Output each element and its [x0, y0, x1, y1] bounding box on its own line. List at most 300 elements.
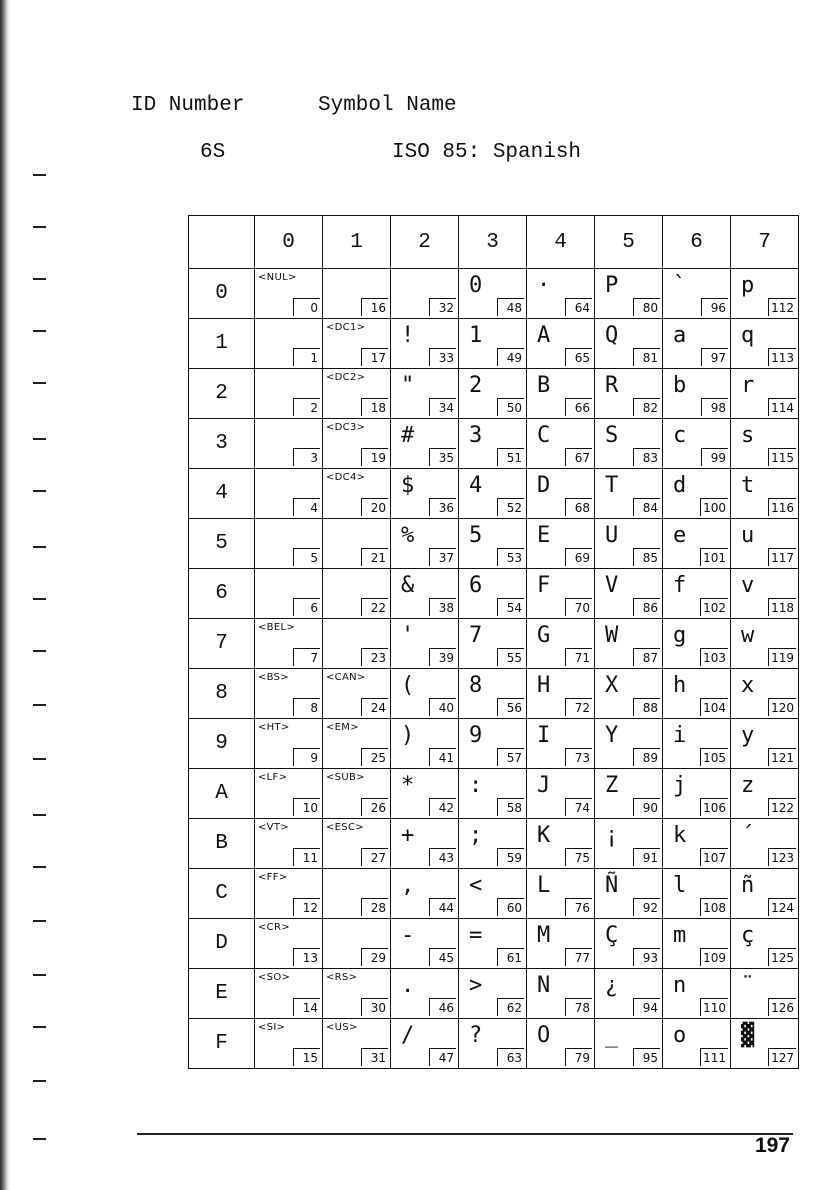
- char-cell: [595, 469, 663, 519]
- decimal-code-box: 81: [633, 348, 660, 366]
- char-cell: [527, 319, 595, 369]
- decimal-code-box: 60: [497, 898, 524, 916]
- char-cell: [459, 919, 527, 969]
- decimal-code-box: 111: [700, 1048, 728, 1066]
- character-glyph: o: [673, 1023, 687, 1048]
- char-cell: [595, 669, 663, 719]
- decimal-code-box: 47: [429, 1048, 456, 1066]
- decimal-code-box: 86: [633, 598, 660, 616]
- decimal-code-box: 102: [700, 598, 728, 616]
- char-cell: [663, 519, 731, 569]
- decimal-code-box: 79: [565, 1048, 592, 1066]
- character-glyph: n: [673, 973, 687, 998]
- decimal-code-box: 74: [565, 798, 592, 816]
- char-cell: [255, 369, 323, 419]
- char-cell: [391, 819, 459, 869]
- character-glyph: `: [673, 273, 687, 298]
- decimal-code-box: 20: [361, 498, 388, 516]
- char-cell: [731, 719, 799, 769]
- char-cell: [255, 969, 323, 1019]
- char-cell: [459, 969, 527, 1019]
- row-header: 2: [189, 369, 255, 419]
- decimal-code-box: 43: [429, 848, 456, 866]
- character-glyph: y: [741, 723, 755, 748]
- decimal-code-box: 12: [293, 898, 320, 916]
- control-code-label: <NUL>: [258, 272, 297, 283]
- char-cell: [391, 1019, 459, 1069]
- control-code-label: <LF>: [258, 772, 288, 783]
- margin-tick: [33, 704, 46, 706]
- decimal-code-box: 110: [700, 998, 728, 1016]
- char-cell: [255, 669, 323, 719]
- decimal-code-box: 124: [768, 898, 796, 916]
- character-glyph: Ç: [605, 923, 619, 948]
- decimal-code-box: 114: [768, 398, 796, 416]
- character-glyph: t: [741, 473, 755, 498]
- decimal-code-box: 97: [701, 348, 728, 366]
- page-number: 197: [754, 1134, 790, 1157]
- character-glyph: j: [673, 773, 687, 798]
- control-code-label: <HT>: [258, 722, 290, 733]
- char-cell: [731, 919, 799, 969]
- character-glyph: (: [401, 673, 415, 698]
- decimal-code-box: 48: [497, 298, 524, 316]
- character-glyph: s: [741, 423, 755, 448]
- character-glyph: ): [401, 723, 415, 748]
- char-cell: [663, 419, 731, 469]
- char-cell: [323, 819, 391, 869]
- char-cell: [255, 1019, 323, 1069]
- char-cell: [731, 969, 799, 1019]
- decimal-code-box: 125: [768, 948, 796, 966]
- character-glyph: 7: [469, 623, 483, 648]
- character-glyph: :: [469, 773, 483, 798]
- char-cell: [323, 269, 391, 319]
- decimal-code-box: 58: [497, 798, 524, 816]
- character-glyph: i: [673, 723, 687, 748]
- character-glyph: f: [673, 573, 687, 598]
- control-code-label: <CR>: [258, 922, 290, 933]
- decimal-code-box: 11: [293, 848, 320, 866]
- char-cell: [391, 419, 459, 469]
- char-cell: [323, 569, 391, 619]
- char-cell: [595, 819, 663, 869]
- character-glyph: 2: [469, 373, 483, 398]
- table-row: [189, 869, 799, 919]
- table-row: [189, 319, 799, 369]
- char-cell: [595, 619, 663, 669]
- decimal-code-box: 104: [700, 698, 728, 716]
- decimal-code-box: 3: [293, 448, 320, 466]
- char-cell: [255, 419, 323, 469]
- char-cell: [323, 969, 391, 1019]
- decimal-code-box: 26: [361, 798, 388, 816]
- table-row: [189, 969, 799, 1019]
- decimal-code-box: 13: [293, 948, 320, 966]
- decimal-code-box: 30: [361, 998, 388, 1016]
- character-glyph: ▓: [741, 1023, 755, 1048]
- decimal-code-box: 82: [633, 398, 660, 416]
- decimal-code-box: 77: [565, 948, 592, 966]
- character-glyph: E: [537, 523, 551, 548]
- char-cell: [731, 519, 799, 569]
- char-cell: [459, 719, 527, 769]
- control-code-label: <RS>: [326, 972, 358, 983]
- decimal-code-box: 113: [768, 348, 796, 366]
- decimal-code-box: 112: [768, 298, 796, 316]
- decimal-code-box: 46: [429, 998, 456, 1016]
- character-glyph: S: [605, 423, 619, 448]
- char-cell: [323, 369, 391, 419]
- table-row: [189, 569, 799, 619]
- character-glyph: I: [537, 723, 551, 748]
- margin-tick: [33, 598, 46, 600]
- character-glyph: %: [401, 523, 415, 548]
- row-header: 3: [189, 419, 255, 469]
- row-header: A: [189, 769, 255, 819]
- char-cell: [663, 269, 731, 319]
- character-glyph: ·: [537, 273, 551, 298]
- control-code-label: <DC1>: [326, 322, 366, 333]
- char-cell: [663, 819, 731, 869]
- character-glyph: W: [605, 623, 619, 648]
- scanned-page-edge: [0, 0, 10, 1190]
- decimal-code-box: 14: [293, 998, 320, 1016]
- decimal-code-box: 29: [361, 948, 388, 966]
- column-header: 0: [255, 216, 323, 269]
- char-cell: [663, 1019, 731, 1069]
- decimal-code-box: 123: [768, 848, 796, 866]
- char-cell: [255, 319, 323, 369]
- table-row: [189, 719, 799, 769]
- char-cell: [731, 419, 799, 469]
- character-glyph: -: [401, 923, 415, 948]
- character-glyph: ;: [469, 823, 483, 848]
- char-cell: [595, 569, 663, 619]
- char-cell: [255, 519, 323, 569]
- control-code-label: <SI>: [258, 1022, 286, 1033]
- decimal-code-box: 21: [361, 548, 388, 566]
- character-glyph: F: [537, 573, 551, 598]
- control-code-label: <VT>: [258, 822, 289, 833]
- character-glyph: G: [537, 623, 551, 648]
- margin-tick: [33, 814, 46, 816]
- character-glyph: L: [537, 873, 551, 898]
- control-code-label: <EM>: [326, 722, 359, 733]
- decimal-code-box: 5: [293, 548, 320, 566]
- char-cell: [459, 369, 527, 419]
- char-cell: [391, 769, 459, 819]
- char-cell: [731, 819, 799, 869]
- char-cell: [323, 619, 391, 669]
- character-glyph: B: [537, 373, 551, 398]
- control-code-label: <BS>: [258, 672, 289, 683]
- char-cell: [527, 669, 595, 719]
- character-glyph: p: [741, 273, 755, 298]
- character-glyph: O: [537, 1023, 551, 1048]
- char-cell: [595, 919, 663, 969]
- char-cell: [595, 319, 663, 369]
- char-cell: [323, 419, 391, 469]
- margin-tick: [33, 758, 46, 760]
- table-row: [189, 919, 799, 969]
- character-glyph: l: [673, 873, 687, 898]
- char-cell: [527, 519, 595, 569]
- decimal-code-box: 54: [497, 598, 524, 616]
- char-cell: [595, 369, 663, 419]
- char-cell: [731, 1019, 799, 1069]
- char-cell: [255, 469, 323, 519]
- char-cell: [731, 619, 799, 669]
- char-cell: [255, 719, 323, 769]
- character-glyph: ": [401, 373, 415, 398]
- char-cell: [527, 1019, 595, 1069]
- decimal-code-box: 83: [633, 448, 660, 466]
- decimal-code-box: 18: [361, 398, 388, 416]
- decimal-code-box: 63: [497, 1048, 524, 1066]
- char-cell: [391, 519, 459, 569]
- character-glyph: u: [741, 523, 755, 548]
- char-cell: [391, 469, 459, 519]
- table-row: [189, 769, 799, 819]
- decimal-code-box: 34: [429, 398, 456, 416]
- decimal-code-box: 41: [429, 748, 456, 766]
- margin-tick: [33, 330, 46, 332]
- decimal-code-box: 120: [768, 698, 796, 716]
- decimal-code-box: 42: [429, 798, 456, 816]
- decimal-code-box: 55: [497, 648, 524, 666]
- character-glyph: a: [673, 323, 687, 348]
- character-glyph: A: [537, 323, 551, 348]
- decimal-code-box: 7: [293, 648, 320, 666]
- decimal-code-box: 32: [429, 298, 456, 316]
- decimal-code-box: 88: [633, 698, 660, 716]
- table-row: [189, 469, 799, 519]
- character-glyph: Z: [605, 773, 619, 798]
- margin-tick: [33, 920, 46, 922]
- character-glyph: Q: [605, 323, 619, 348]
- character-glyph: K: [537, 823, 551, 848]
- symbol-name-label: Symbol Name: [318, 94, 457, 117]
- character-glyph: d: [673, 473, 687, 498]
- footer-rule: [137, 1133, 793, 1135]
- decimal-code-box: 80: [633, 298, 660, 316]
- table-row: [189, 269, 799, 319]
- char-cell: [323, 1019, 391, 1069]
- character-glyph: .: [401, 973, 415, 998]
- character-glyph: D: [537, 473, 551, 498]
- column-header: 4: [527, 216, 595, 269]
- character-glyph: C: [537, 423, 551, 448]
- decimal-code-box: 91: [633, 848, 660, 866]
- character-glyph: 3: [469, 423, 483, 448]
- decimal-code-box: 107: [700, 848, 728, 866]
- character-glyph: ?: [469, 1023, 483, 1048]
- character-glyph: U: [605, 523, 619, 548]
- decimal-code-box: 35: [429, 448, 456, 466]
- control-code-label: <SUB>: [326, 772, 365, 783]
- character-glyph: #: [401, 423, 415, 448]
- char-cell: [459, 519, 527, 569]
- decimal-code-box: 39: [429, 648, 456, 666]
- decimal-code-box: 27: [361, 848, 388, 866]
- decimal-code-box: 68: [565, 498, 592, 516]
- decimal-code-box: 108: [700, 898, 728, 916]
- char-cell: [323, 719, 391, 769]
- char-cell: [527, 719, 595, 769]
- column-header: 5: [595, 216, 663, 269]
- row-header: 1: [189, 319, 255, 369]
- decimal-code-box: 6: [293, 598, 320, 616]
- row-header: 4: [189, 469, 255, 519]
- margin-tick: [33, 866, 46, 868]
- char-cell: [255, 919, 323, 969]
- character-glyph: z: [741, 773, 755, 798]
- decimal-code-box: 15: [293, 1048, 320, 1066]
- character-glyph: m: [673, 923, 687, 948]
- decimal-code-box: 90: [633, 798, 660, 816]
- character-glyph: _: [605, 1023, 619, 1048]
- char-cell: [595, 869, 663, 919]
- column-header: 2: [391, 216, 459, 269]
- char-cell: [527, 869, 595, 919]
- decimal-code-box: 119: [768, 648, 796, 666]
- decimal-code-box: 100: [700, 498, 728, 516]
- character-glyph: w: [741, 623, 755, 648]
- char-cell: [255, 769, 323, 819]
- char-cell: [527, 769, 595, 819]
- decimal-code-box: 126: [768, 998, 796, 1016]
- character-glyph: >: [469, 973, 483, 998]
- column-header-row: [189, 216, 799, 269]
- character-glyph: V: [605, 573, 619, 598]
- row-header: 9: [189, 719, 255, 769]
- margin-tick: [33, 546, 46, 548]
- character-glyph: 8: [469, 673, 483, 698]
- decimal-code-box: 95: [633, 1048, 660, 1066]
- char-cell: [459, 819, 527, 869]
- character-glyph: H: [537, 673, 551, 698]
- control-code-label: <DC3>: [326, 422, 366, 433]
- character-glyph: T: [605, 473, 619, 498]
- character-glyph: ñ: [741, 873, 755, 898]
- char-cell: [255, 269, 323, 319]
- character-glyph: $: [401, 473, 415, 498]
- char-cell: [663, 369, 731, 419]
- control-code-label: <DC4>: [326, 472, 366, 483]
- char-cell: [595, 769, 663, 819]
- margin-tick: [33, 650, 46, 652]
- character-glyph: c: [673, 423, 687, 448]
- character-glyph: X: [605, 673, 619, 698]
- control-code-label: <DC2>: [326, 372, 366, 383]
- char-cell: [459, 269, 527, 319]
- character-glyph: 5: [469, 523, 483, 548]
- decimal-code-box: 52: [497, 498, 524, 516]
- row-header: F: [189, 1019, 255, 1069]
- margin-tick: [33, 278, 46, 280]
- char-cell: [459, 569, 527, 619]
- char-cell: [663, 619, 731, 669]
- decimal-code-box: 31: [361, 1048, 388, 1066]
- decimal-code-box: 103: [700, 648, 728, 666]
- margin-tick: [33, 382, 46, 384]
- decimal-code-box: 40: [429, 698, 456, 716]
- decimal-code-box: 53: [497, 548, 524, 566]
- decimal-code-box: 72: [565, 698, 592, 716]
- row-header: 5: [189, 519, 255, 569]
- row-header: E: [189, 969, 255, 1019]
- char-cell: [323, 869, 391, 919]
- row-header: D: [189, 919, 255, 969]
- char-cell: [323, 519, 391, 569]
- decimal-code-box: 22: [361, 598, 388, 616]
- table-row: [189, 669, 799, 719]
- control-code-label: <US>: [326, 1022, 358, 1033]
- char-cell: [731, 469, 799, 519]
- character-glyph: h: [673, 673, 687, 698]
- char-cell: [391, 319, 459, 369]
- decimal-code-box: 67: [565, 448, 592, 466]
- decimal-code-box: 71: [565, 648, 592, 666]
- char-cell: [527, 369, 595, 419]
- table-row: [189, 369, 799, 419]
- char-cell: [663, 669, 731, 719]
- decimal-code-box: 0: [293, 298, 320, 316]
- character-glyph: x: [741, 673, 755, 698]
- char-cell: [255, 869, 323, 919]
- decimal-code-box: 37: [429, 548, 456, 566]
- character-glyph: M: [537, 923, 551, 948]
- char-cell: [459, 319, 527, 369]
- decimal-code-box: 92: [633, 898, 660, 916]
- decimal-code-box: 85: [633, 548, 660, 566]
- char-cell: [595, 969, 663, 1019]
- control-code-label: <ESC>: [326, 822, 364, 833]
- row-header: 0: [189, 269, 255, 319]
- char-cell: [391, 969, 459, 1019]
- char-cell: [527, 469, 595, 519]
- decimal-code-box: 9: [293, 748, 320, 766]
- character-glyph: +: [401, 823, 415, 848]
- decimal-code-box: 59: [497, 848, 524, 866]
- decimal-code-box: 44: [429, 898, 456, 916]
- decimal-code-box: 17: [361, 348, 388, 366]
- char-cell: [391, 919, 459, 969]
- decimal-code-box: 2: [293, 398, 320, 416]
- character-glyph: g: [673, 623, 687, 648]
- char-cell: [663, 319, 731, 369]
- character-glyph: Ñ: [605, 873, 619, 898]
- decimal-code-box: 96: [701, 298, 728, 316]
- char-cell: [391, 269, 459, 319]
- decimal-code-box: 10: [293, 798, 320, 816]
- char-cell: [663, 969, 731, 1019]
- char-cell: [663, 769, 731, 819]
- char-cell: [663, 719, 731, 769]
- character-glyph: ¡: [605, 823, 619, 848]
- char-cell: [323, 469, 391, 519]
- decimal-code-box: 115: [768, 448, 796, 466]
- char-cell: [731, 869, 799, 919]
- char-cell: [527, 919, 595, 969]
- decimal-code-box: 87: [633, 648, 660, 666]
- decimal-code-box: 64: [565, 298, 592, 316]
- char-cell: [663, 919, 731, 969]
- char-cell: [459, 469, 527, 519]
- char-cell: [255, 569, 323, 619]
- decimal-code-box: 38: [429, 598, 456, 616]
